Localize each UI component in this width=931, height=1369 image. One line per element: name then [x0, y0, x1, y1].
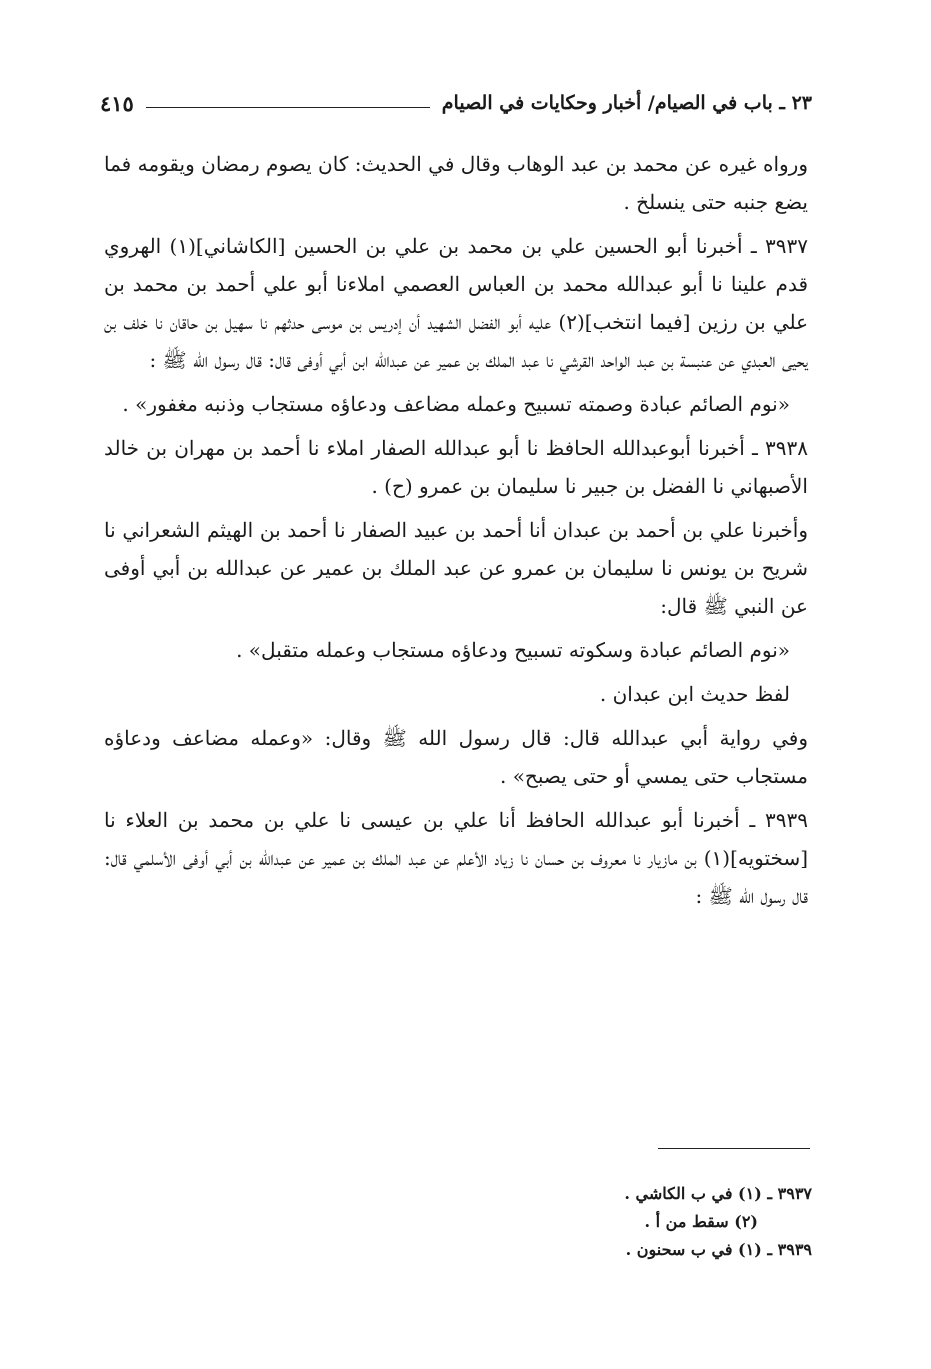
footnote-separator — [658, 1148, 810, 1149]
narration-variant: وفي رواية أبي عبدالله قال: قال رسول الله ﷺ وقال: «وعمله مضاعف ودعاؤه مستجاب حتى يمسي أو حتى يصبح» . — [104, 726, 808, 788]
footnote-item: ٣٩٣٧ ـ (١) في ب الكاشي . — [624, 1184, 812, 1203]
header-rule — [146, 107, 430, 108]
hadith-3938: ٣٩٣٨ ـ أخبرنا أبوعبدالله الحافظ نا أبو عبدالله الصفار املاء نا أحمد بن مهران بن خالد الأصبهاني نا الفضل بن جبير نا سليمان بن عمرو (ح) . — [104, 436, 808, 498]
footnote-item: (٢) سقط من أ . — [644, 1212, 758, 1231]
page-number: ٤١٥ — [100, 90, 134, 116]
chapter-title: ٢٣ ـ باب في الصيام/ أخبار وحكايات في الصيام — [441, 92, 812, 114]
hadith-quote-2: «نوم الصائم عبادة وسكوته تسبيح ودعاؤه مستجاب وعمله متقبل» . — [236, 638, 790, 662]
hadith-3937: ٣٩٣٧ ـ أخبرنا أبو الحسين علي بن محمد بن علي بن الحسين [الكاشاني](١) الهروي قدم علينا نا أبو عبدالله محمد بن العباس العصمي املاءنا أبو علي أحمد بن محمد بن علي بن رزين [فيما انتخب](٢) عليه أبو الفضل الشهيد أن إدريس بن موسى حدثهم نا سهيل بن حاقان نا خلف بن يحيى العبدي عن عنبسة بن عبد الواحد القرشي نا عبد الملك بن عمير عن عبدالله ابن أبي أوفى قال: قال رسول الله ﷺ : — [104, 234, 809, 372]
main-text — [104, 145, 808, 921]
footnotes — [200, 1180, 812, 1264]
hadith-quote-1: «نوم الصائم عبادة وصمته تسبيح وعمله مضاعف ودعاؤه مستجاب وذنبه مغفور» . — [122, 392, 790, 416]
running-header — [100, 86, 812, 120]
hadith-3938-chain: وأخبرنا علي بن أحمد بن عبدان أنا أحمد بن عبيد الصفار نا أحمد بن الهيثم الشعراني نا شريح بن يونس نا سليمان بن عمرو عن عبد الملك بن عمير عن عبدالله بن أبي أوفى عن النبي ﷺ قال: — [104, 518, 808, 618]
footnote-item: ٣٩٣٩ ـ (١) في ب سحنون . — [625, 1240, 812, 1259]
hadith-3939: ٣٩٣٩ ـ أخبرنا أبو عبدالله الحافظ أنا علي بن عيسى نا علي بن محمد بن العلاء نا [سختويه](١) بن مازيار نا معروف بن حسان نا زياد الأعلم عن عبد الملك بن عمير عن عبدالله بن أبي أوفى الأسلمي قال: قال رسول الله ﷺ : — [104, 808, 808, 908]
wording-note: لفظ حديث ابن عبدان . — [599, 682, 790, 706]
paragraph-intro: ورواه غيره عن محمد بن عبد الوهاب وقال في الحديث: كان يصوم رمضان ويقومه فما يضع جنبه حتى ينسلخ . — [104, 152, 808, 214]
